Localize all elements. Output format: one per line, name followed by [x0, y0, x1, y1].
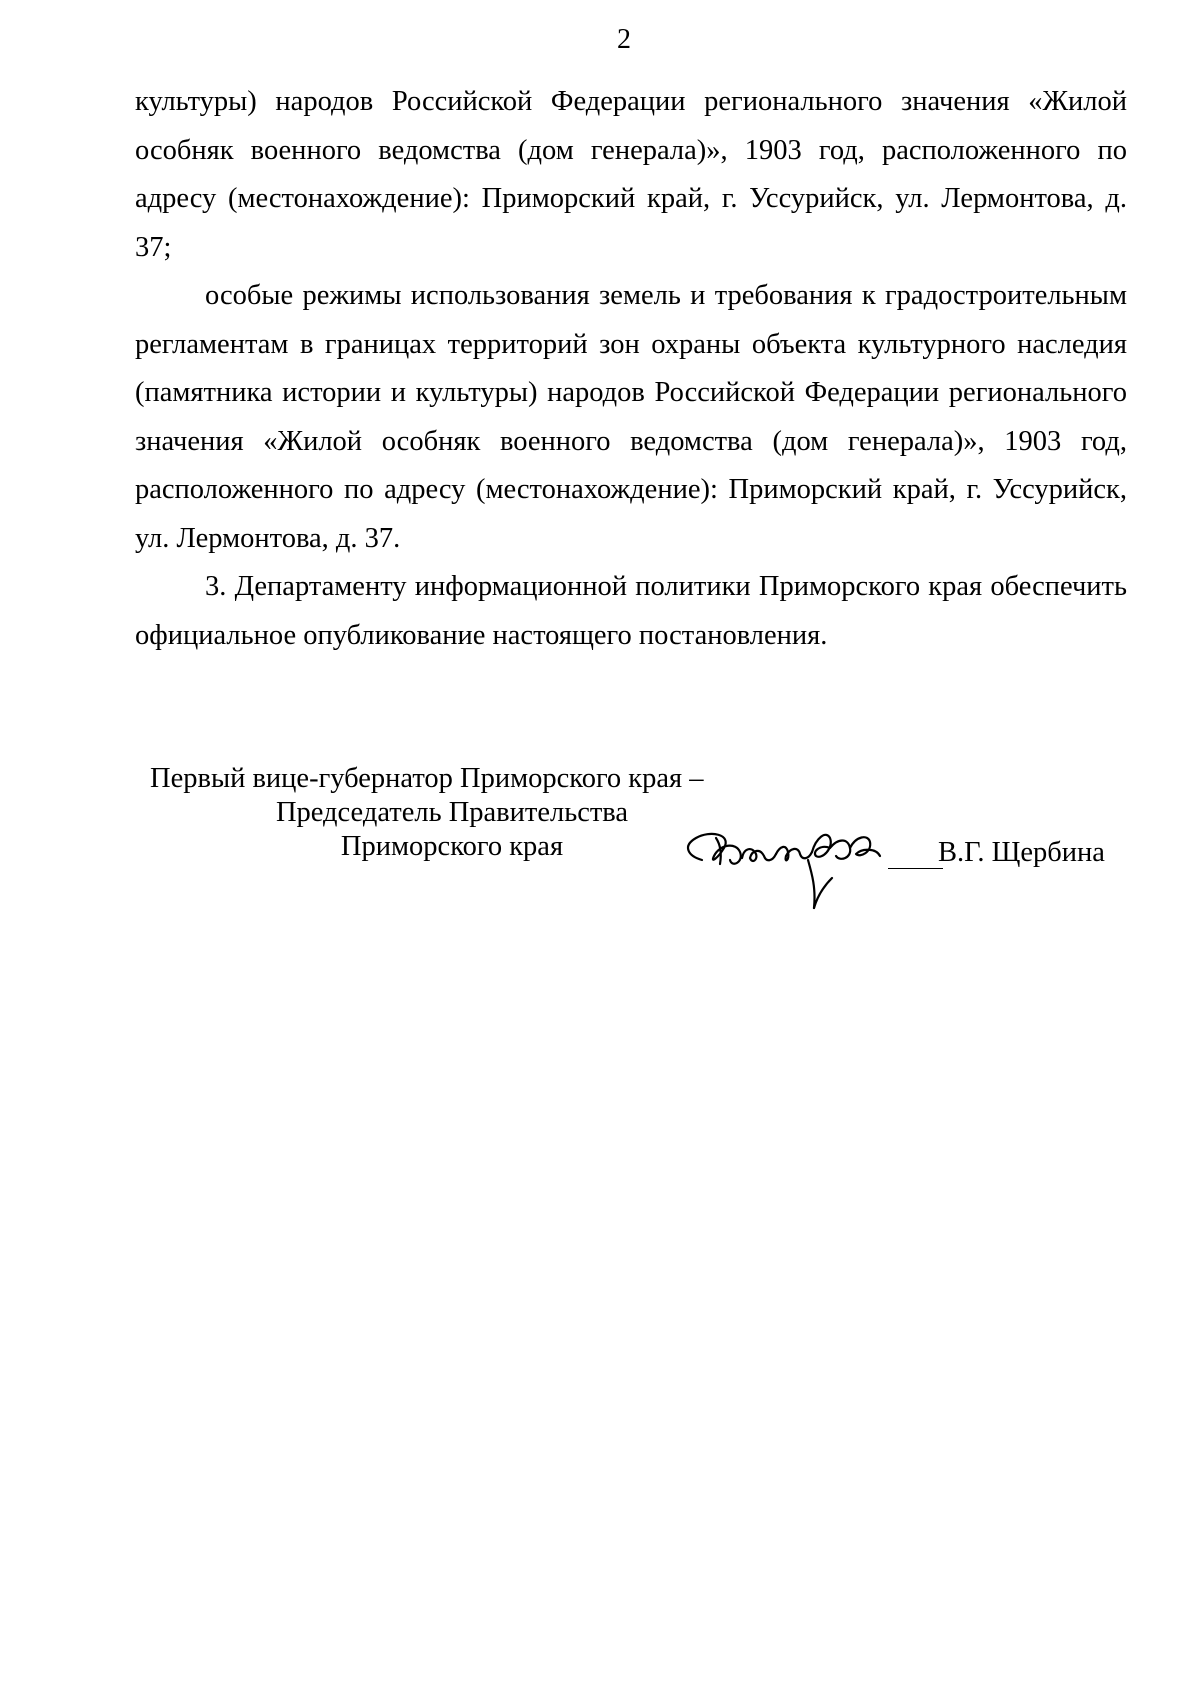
signatory-title-block [150, 762, 710, 864]
page-number: 2 [617, 24, 631, 55]
signer-name: В.Г. Щербина [938, 837, 1105, 868]
signatory-title-line-1: Первый вице-губернатор Приморского края – [150, 763, 704, 794]
paragraph-1: культуры) народов Российской Федерации регионального значения «Жилой особняк военного ведомства (дом генерала)», 1903 год, расположенного по адресу (местонахождение): Приморский край, г. Уссурийск, ул. Лермонтова, д. 37; [135, 86, 1127, 263]
document-body [135, 78, 1127, 660]
signature-line [888, 868, 943, 869]
signatory-title-line-2: Председатель Правительства [275, 797, 629, 828]
handwritten-signature [680, 808, 910, 918]
signatory-title-line-3: Приморского края [340, 831, 564, 862]
paragraph-3: 3. Департаменту информационной политики Приморского края обеспечить официальное опубликование настоящего постановления. [135, 571, 1127, 651]
paragraph-2: особые режимы использования земель и требования к градостроительным регламентам в границах территорий зон охраны объекта культурного наследия (памятника истории и культуры) народов Российской Федерации регионального значения «Жилой особняк военного ведомства (дом генерала)», 1903 год, расположенного по адресу (местонахождение): Приморский край, г. Уссурийск, ул. Лермонтова, д. 37. [135, 280, 1127, 554]
